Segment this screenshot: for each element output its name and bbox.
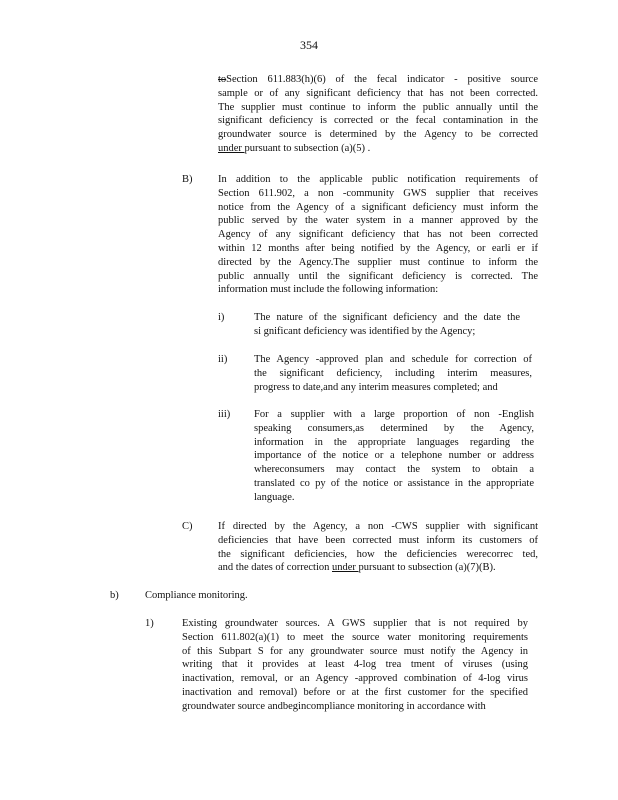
top-block-line (218, 142, 538, 156)
struck-text: to (218, 74, 227, 85)
underlined-text: under (332, 562, 359, 574)
item-B-line: within 12 months after being notified by the Agency, or earli er if (218, 243, 538, 254)
text-segment: pursuant to subsection (a)(7)(B). (358, 562, 496, 574)
item-B-line: notice from the Agency of a significant deficiency must inform the (218, 201, 538, 213)
item-B-line: public served by the water system in a manner approved by the (218, 215, 538, 227)
item-1-line: groundwater source andbegincompliance monitoring in accordance with (182, 700, 486, 712)
item-b-lower-marker: b) (110, 590, 119, 601)
sub-iii-marker: iii) (218, 409, 231, 420)
item-B-line: Section 611.902, a non -community GWS supplier that receives (218, 187, 538, 199)
item-B-line: In addition to the applicable public notification requirements of (218, 174, 538, 185)
item-C-line (218, 561, 538, 575)
top-block-line (218, 128, 538, 142)
item-1-line: of this Subpart S for any groundwater source must notify the Agency in (182, 645, 528, 657)
item-B-line: directed by the Agency.The supplier must continue to inform the (218, 256, 538, 268)
sub-iii-line: language. (254, 491, 295, 503)
text-segment: Section 611.883(h)(6) of the fecal indicator - positive source (226, 74, 538, 85)
item-B-line: information must include the following information: (218, 284, 439, 296)
sub-ii-line: the significant deficiency, including interim measures, (254, 367, 532, 379)
item-C-line (218, 520, 538, 534)
item-C-line (218, 548, 538, 562)
item-1-line: inactivation, removal, or an Agency -approved combination of 4-log virus (182, 673, 528, 685)
sub-i-line: The nature of the significant deficiency and the date the (254, 312, 520, 323)
text-segment: If directed by the Agency, a non -CWS supplier with significant (218, 521, 538, 532)
item-1-line: Existing groundwater sources. A GWS supplier that is not required by (182, 618, 528, 629)
item-B-line: Agency of any significant deficiency that has not been corrected (218, 229, 538, 241)
sub-ii-line: progress to date,and any interim measures completed; and (254, 381, 498, 393)
text-segment: and the dates of correction (218, 562, 332, 574)
sub-iii-line: speaking consumers,as determined by the Agency, (254, 422, 534, 434)
top-block-line (218, 114, 538, 128)
text-segment: significant deficiency is corrected or the fecal contamination in the (218, 115, 538, 127)
text-segment: the significant deficiencies, how the deficiencies werecorrec ted, (218, 548, 538, 560)
page-number: 354 (300, 38, 318, 52)
item-C-line (218, 534, 538, 548)
top-block-line (218, 73, 538, 87)
top-block-line (218, 87, 538, 101)
section-heading: Compliance monitoring. (145, 590, 248, 601)
item-b-upper-marker: B) (182, 174, 193, 185)
item-1-line: writing that it provides at least 4-log trea tment of viruses (using (182, 659, 528, 671)
underlined-text: under (218, 143, 245, 154)
text-segment: sample or of any significant deficiency that has not been corrected. (218, 87, 538, 99)
sub-ii-marker: ii) (218, 354, 228, 365)
text-segment: pursuant to subsection (a)(5) . (244, 143, 371, 154)
sub-ii-line: The Agency -approved plan and schedule for correction of (254, 354, 532, 365)
sub-i-line: si gnificant deficiency was identified by the Agency; (254, 325, 476, 337)
text-segment: groundwater source is determined by the Agency to be corrected (218, 129, 538, 141)
item-1-line: Section 611.802(a)(1) to meet the source water monitoring requirements (182, 631, 528, 643)
top-block-line (218, 101, 538, 115)
sub-iii-line: For a supplier with a large proportion of non -English (254, 409, 534, 420)
sub-iii-line: importance of the notice or a telephone number or address (254, 450, 534, 462)
text-segment: The supplier must continue to inform the public annually until the (218, 101, 538, 113)
item-1-line: inactivation and removal) before or at the first customer for the specified (182, 687, 528, 698)
item-B-line: public annually until the significant deficiency is corrected. The (218, 270, 538, 282)
text-segment: deficiencies that have been corrected must inform its customers of (218, 534, 538, 546)
sub-iii-line: whereconsumers may contact the system to obtain a (254, 464, 534, 476)
sub-iii-line: information in the appropriate languages regarding the (254, 436, 534, 448)
item-c-marker: C) (182, 521, 193, 532)
sub-i-marker: i) (218, 312, 225, 323)
item-1-marker: 1) (145, 618, 154, 629)
sub-iii-line: translated co py of the notice or assistance in the appropriate (254, 478, 534, 489)
